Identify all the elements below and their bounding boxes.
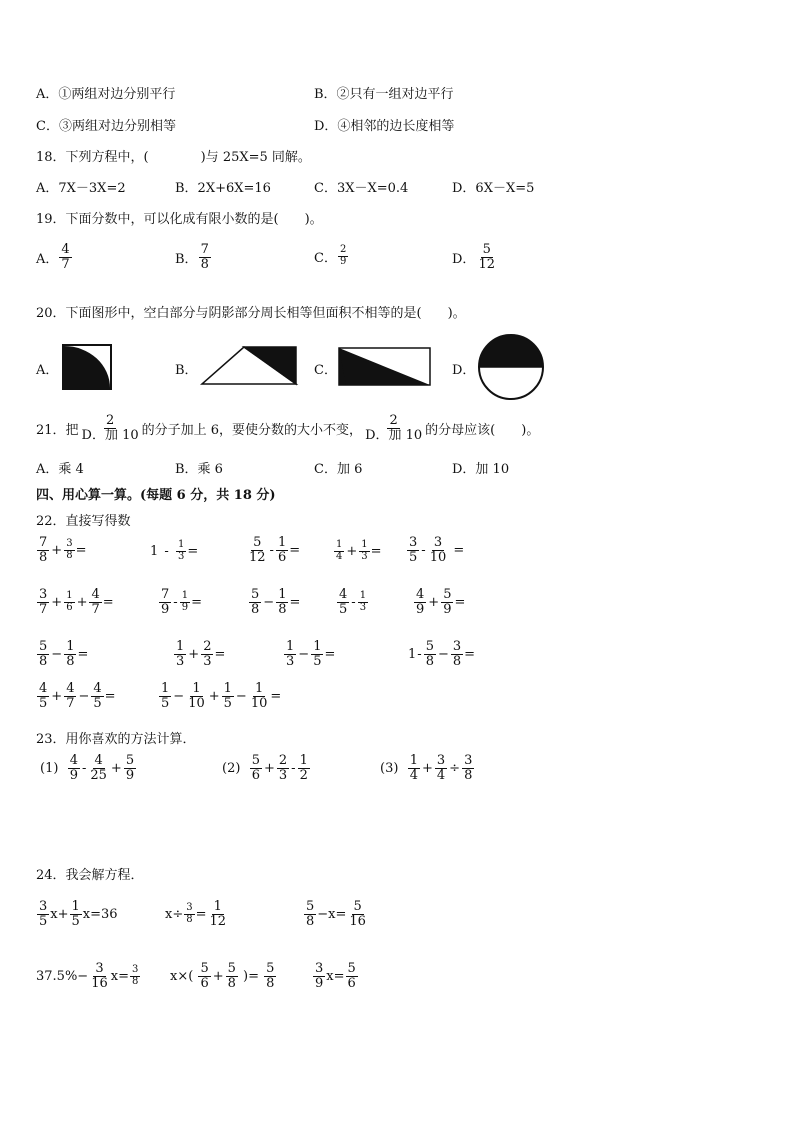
- q23-item-1: (1) $\frac{4}{9}$ - $\frac{4}{25}$ + $\frac{5}{9}$: [40, 753, 135, 783]
- q21-option-a: A．乘 4: [36, 462, 84, 477]
- q22-item: $\frac{4}{5}$ + $\frac{4}{7}$ − $\frac{4}{5}$ =: [39, 681, 116, 711]
- q24-equation: $\frac{3}{5}$ x+ $\frac{1}{5}$ x=36: [39, 899, 118, 929]
- q20-option-c: C．: [314, 363, 337, 378]
- q17-option-a: A．①两组对边分别平行: [36, 87, 176, 102]
- q17-option-c: C．③两组对边分别相等: [36, 119, 176, 134]
- q24-equation: $\frac{5}{8}$ −x= $\frac{5}{16}$: [306, 899, 366, 929]
- q20-option-a: A．: [36, 363, 59, 378]
- q22-item: $\frac{5}{8}$ − $\frac{1}{8}$ =: [39, 639, 89, 669]
- q19-option-d: D． $\frac{5}{12}$: [452, 242, 495, 272]
- q22-item: $\frac{1}{3}$ + $\frac{2}{3}$ =: [176, 639, 226, 669]
- q24-stem: 24．我会解方程．: [36, 868, 144, 883]
- q20-figure-a: [62, 344, 112, 390]
- q20-option-d: D．: [452, 363, 476, 378]
- fraction: $\frac{2}{9}$: [339, 244, 347, 267]
- q23-item-3: (3) $\frac{1}{4}$ + $\frac{3}{4}$ ÷ $\frac{3}{8}$: [380, 753, 473, 783]
- q20-stem: 20．下面图形中，空白部分与阴影部分周长相等但面积不相等的是( )。: [36, 306, 466, 321]
- q24-equation: x÷ $\frac{3}{8}$ = $\frac{1}{12}$: [165, 899, 227, 929]
- q23-item-2: (2) $\frac{5}{6}$ + $\frac{2}{3}$ - $\frac{1}{2}$: [222, 753, 308, 783]
- q20-figure-d: [476, 332, 546, 400]
- q17-option-b: B．②只有一组对边平行: [314, 87, 454, 102]
- q19-stem: 19．下面分数中，可以化成有限小数的是( )。: [36, 212, 323, 227]
- q22-item: $\frac{1}{3}$ − $\frac{1}{5}$ =: [286, 639, 336, 669]
- q18-option-b: B．2X+6X=16: [175, 181, 271, 196]
- q22-item: $\frac{3}{5}$ - $\frac{3}{10}$ =: [409, 535, 465, 565]
- q22-stem: 22．直接写得数: [36, 514, 131, 529]
- fraction: $\frac{7}{8}$: [200, 242, 209, 272]
- q24-equation: x×( $\frac{5}{6}$ + $\frac{5}{8}$ )= $\frac{5}{8}$: [170, 961, 275, 991]
- q23-stem: 23．用你喜欢的方法计算．: [36, 732, 196, 747]
- q21-stem: 21．把 $\frac{2}{\text{D．加 10}}$ 的分子加上 6，要使分数的大小不变， $\frac{2}{\text{D．加 10}}$ 的分母应该( )。: [36, 413, 540, 443]
- q21-option-d: D．加 10: [452, 462, 510, 477]
- q18-option-d: D．6X－X=5: [452, 181, 535, 196]
- q20-figure-c: [338, 347, 432, 387]
- q24-equation: $\frac{3}{9}$ x= $\frac{5}{6}$: [315, 961, 356, 991]
- fraction: $\frac{2}{\text{D．加 10}}$: [81, 413, 139, 443]
- q22-item: $\frac{7}{9}$ - $\frac{1}{9}$ =: [161, 587, 202, 617]
- q22-item: $\frac{5}{12}$ - $\frac{1}{6}$ =: [249, 535, 301, 565]
- q22-item: $\frac{5}{8}$ − $\frac{1}{8}$ =: [251, 587, 301, 617]
- q17-option-d: D．④相邻的边长度相等: [314, 119, 455, 134]
- q19-option-a: A． $\frac{4}{7}$: [36, 242, 70, 272]
- q22-item: 1 - $\frac{5}{8}$ − $\frac{3}{8}$ =: [408, 639, 476, 669]
- q22-item: $\frac{1}{4}$ + $\frac{1}{3}$ =: [336, 539, 382, 562]
- q20-option-b: B．: [175, 363, 198, 378]
- fraction: $\frac{5}{12}$: [478, 242, 495, 272]
- section-4-title: 四、用心算一算。(每题 6 分，共 18 分): [36, 488, 276, 503]
- q22-item: $\frac{4}{5}$ - $\frac{1}{3}$: [339, 587, 367, 617]
- q22-item: $\frac{3}{7}$ + $\frac{1}{6}$ + $\frac{4}{7}$ =: [39, 587, 114, 617]
- q21-option-b: B．乘 6: [175, 462, 223, 477]
- q18-option-c: C．3X－X=0.4: [314, 181, 409, 196]
- q22-item: $\frac{4}{9}$ + $\frac{5}{9}$ =: [416, 587, 466, 617]
- q21-option-c: C．加 6: [314, 462, 363, 477]
- q19-option-b: B． $\frac{7}{8}$: [175, 242, 209, 272]
- q18-option-a: A．7X－3X=2: [36, 181, 126, 196]
- q19-option-c: C． $\frac{2}{9}$: [314, 244, 347, 267]
- fraction: $\frac{2}{\text{D．加 10}}$: [365, 413, 423, 443]
- q24-equation: 37.5%− $\frac{3}{16}$ x= $\frac{3}{8}$: [36, 961, 139, 991]
- q22-item: $\frac{1}{5}$ − $\frac{1}{10}$ + $\frac{1}{5}$ − $\frac{1}{10}$ =: [161, 681, 282, 711]
- q22-item: 1 - $\frac{1}{3}$ =: [150, 539, 199, 562]
- q20-figure-b: [200, 346, 300, 386]
- fraction: $\frac{4}{7}$: [61, 242, 70, 272]
- q18-stem: 18．下列方程中，( )与 25X=5 同解。: [36, 150, 311, 165]
- q22-item: $\frac{7}{8}$ + $\frac{3}{8}$ =: [39, 535, 87, 565]
